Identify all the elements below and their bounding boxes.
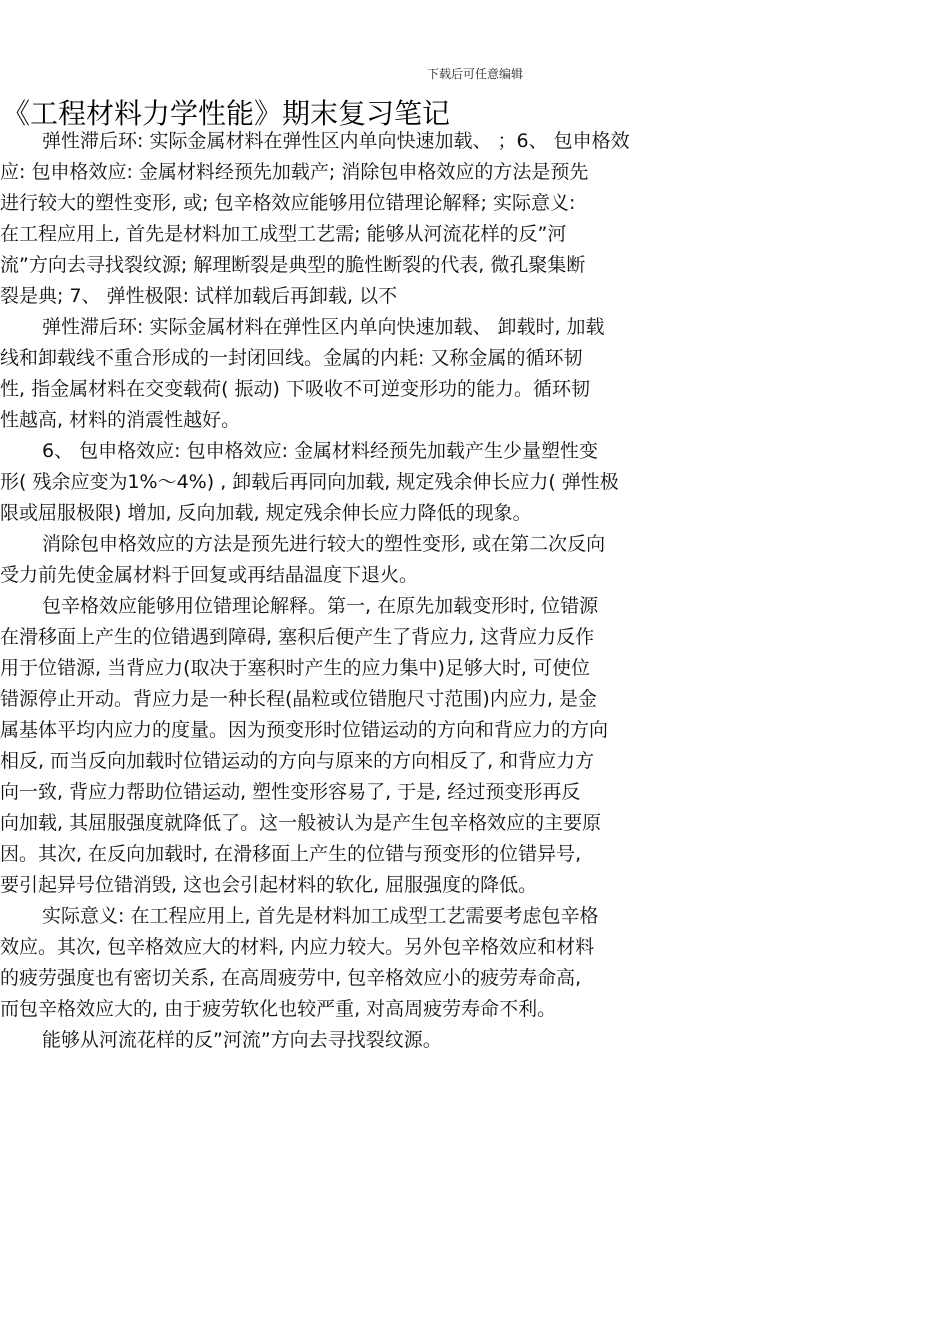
document-title: 《工程材料力学性能》期末复习笔记	[2, 97, 451, 130]
paragraph-line: 而包辛格效应大的, 由于疲劳软化也较严重, 对高周疲劳寿命不利。	[0, 998, 557, 1020]
paragraph-line: 效应。其次, 包辛格效应大的材料, 内应力较大。另外包辛格效应和材料	[0, 936, 595, 958]
paragraph-line: 限或屈服极限) 增加, 反向加载, 规定残余伸长应力降低的现象。	[0, 502, 532, 524]
paragraph-line: 弹性滞后环: 实际金属材料在弹性区内单向快速加载、 卸载时, 加载	[42, 316, 605, 338]
paragraph-line: 用于位错源, 当背应力(取决于塞积时产生的应力集中)足够大时, 可使位	[0, 657, 590, 679]
paragraph-line: 相反, 而当反向加载时位错运动的方向与原来的方向相反了, 和背应力方	[0, 750, 595, 772]
paragraph-line: 能够从河流花样的反”河流”方向去寻找裂纹源。	[42, 1029, 442, 1051]
paragraph-line: 包辛格效应能够用位错理论解释。第一, 在原先加载变形时, 位错源	[42, 595, 599, 617]
paragraph-line: 线和卸载线不重合形成的一封闭回线。金属的内耗: 又称金属的循环韧	[0, 347, 583, 369]
paragraph-line: 属基体平均内应力的度量。因为预变形时位错运动的方向和背应力的方向	[0, 719, 609, 741]
paragraph-line: 性越高, 材料的消震性越好。	[0, 409, 241, 431]
paragraph-line: 形( 残余应变为1%～4%) , 卸载后再同向加载, 规定残余伸长应力( 弹性极	[0, 471, 619, 493]
paragraph-line: 因。其次, 在反向加载时, 在滑移面上产生的位错与预变形的位错异号,	[0, 843, 582, 865]
paragraph-line: 受力前先使金属材料于回复或再结晶温度下退火。	[0, 564, 419, 586]
paragraph-line: 的疲劳强度也有密切关系, 在高周疲劳中, 包辛格效应小的疲劳寿命高,	[0, 967, 582, 989]
paragraph-line: 裂是典; 7、 弹性极限: 试样加载后再卸载, 以不	[0, 285, 398, 307]
paragraph-line: 实际意义: 在工程应用上, 首先是材料加工成型工艺需要考虑包辛格	[42, 905, 599, 927]
paragraph-line: 性, 指金属材料在交变载荷( 振动) 下吸收不可逆变形功的能力。循环韧	[0, 378, 590, 400]
paragraph-line: 向加载, 其屈服强度就降低了。这一般被认为是产生包辛格效应的主要原	[0, 812, 602, 834]
paragraph-line: 流”方向去寻找裂纹源; 解理断裂是典型的脆性断裂的代表, 微孔聚集断	[0, 254, 586, 276]
document-body	[0, 126, 690, 1056]
paragraph-line: 6、 包申格效应: 包申格效应: 金属材料经预先加载产生少量塑性变	[42, 440, 599, 462]
paragraph-line: 在工程应用上, 首先是材料加工成型工艺需; 能够从河流花样的反”河	[0, 223, 567, 245]
paragraph-line: 在滑移面上产生的位错遇到障碍, 塞积后便产生了背应力, 这背应力反作	[0, 626, 595, 648]
paragraph-line: 要引起异号位错消毁, 这也会引起材料的软化, 屈服强度的降低。	[0, 874, 538, 896]
page-header-note: 下载后可任意编辑	[426, 67, 523, 81]
paragraph-line: 进行较大的塑性变形, 或; 包辛格效应能够用位错理论解释; 实际意义:	[0, 192, 576, 214]
paragraph-line: 向一致, 背应力帮助位错运动, 塑性变形容易了, 于是, 经过预变形再反	[0, 781, 581, 803]
paragraph-line: 弹性滞后环: 实际金属材料在弹性区内单向快速加载、 ；6、 包申格效	[42, 130, 630, 152]
paragraph-line: 应: 包申格效应: 金属材料经预先加载产; 消除包申格效应的方法是预先	[0, 161, 589, 183]
paragraph-line: 消除包申格效应的方法是预先进行较大的塑性变形, 或在第二次反向	[42, 533, 606, 555]
paragraph-line: 错源停止开动。背应力是一种长程(晶粒或位错胞尺寸范围)内应力, 是金	[0, 688, 597, 710]
